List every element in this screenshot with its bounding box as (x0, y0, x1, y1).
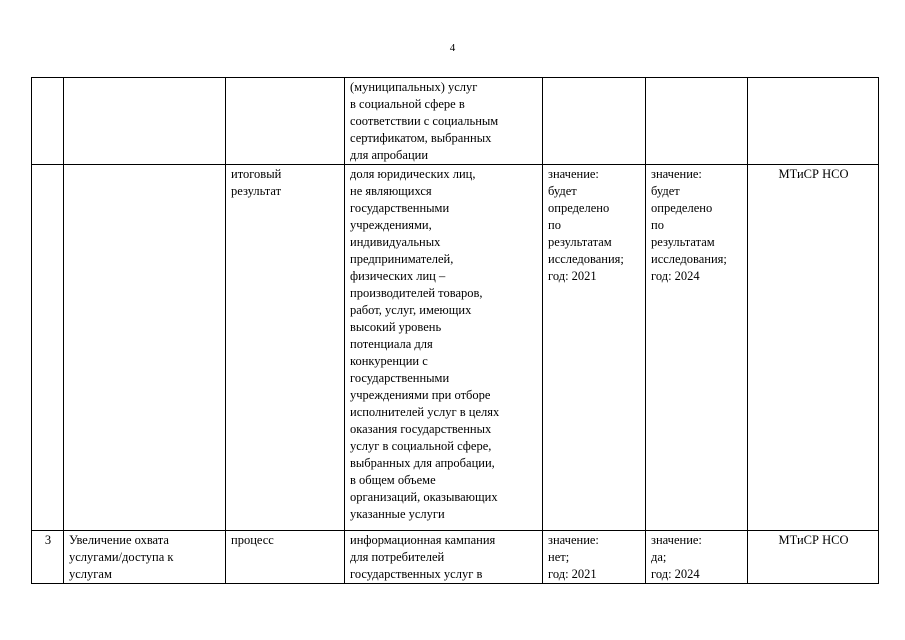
indicators-table (31, 77, 879, 584)
indicator-type-cell: итоговый результат (226, 165, 345, 531)
indicator-description-cell: (муниципальных) услуг в социальной сфере в соответствии с социальным сертификатом, выбранных для апробации (345, 78, 543, 165)
target-value-cell (646, 78, 748, 165)
indicator-description-cell: доля юридических лиц, не являющихся государственными учреждениями, индивидуальных предпринимателей, физических лиц – производителей товаров, работ, услуг, имеющих высокий уровень потенциала для конкуренции с государственными учреждениями при отборе исполнителей услуг в целях оказания государственных услуг в социальной сфере, выбранных для апробации, в общем объеме организаций, оказывающих указанные услуги (345, 165, 543, 531)
base-value-cell: значение: нет; год: 2021 (543, 531, 646, 584)
indicator-type-cell: процесс (226, 531, 345, 584)
indicator-description-cell: информационная кампания для потребителей государственных услуг в (345, 531, 543, 584)
row-number-cell: 3 (32, 531, 64, 584)
table-row (32, 165, 879, 531)
indicator-type-cell (226, 78, 345, 165)
responsible-org-cell: МТиСР НСО (748, 165, 879, 531)
task-cell (64, 165, 226, 531)
base-value-cell (543, 78, 646, 165)
task-cell (64, 78, 226, 165)
row-number-cell (32, 78, 64, 165)
target-value-cell: значение: да; год: 2024 (646, 531, 748, 584)
table-row (32, 531, 879, 584)
target-value-cell: значение: будет определено по результатам исследования; год: 2024 (646, 165, 748, 531)
table-row (32, 78, 879, 165)
base-value-cell: значение: будет определено по результатам исследования; год: 2021 (543, 165, 646, 531)
responsible-org-cell (748, 78, 879, 165)
task-cell: Увеличение охвата услугами/доступа к услугам (64, 531, 226, 584)
row-number-cell (32, 165, 64, 531)
page-number: 4 (449, 42, 456, 54)
responsible-org-cell: МТиСР НСО (748, 531, 879, 584)
